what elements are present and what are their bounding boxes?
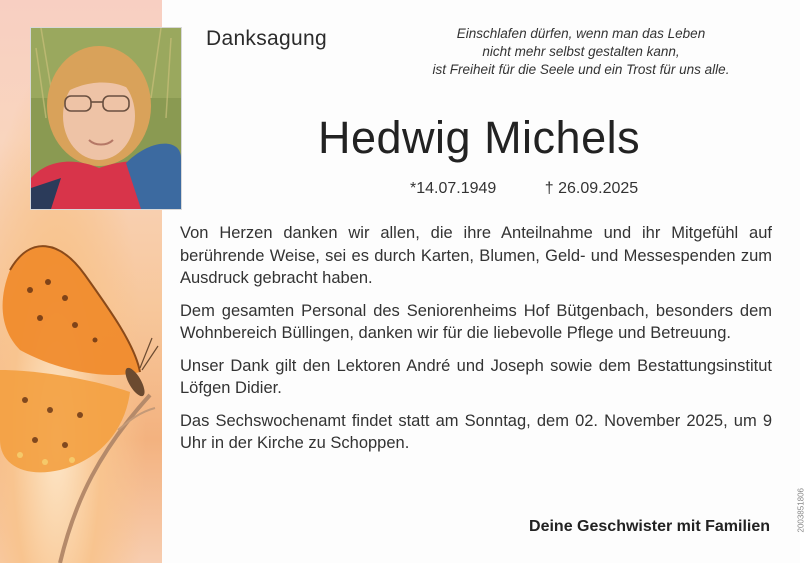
thanks-text (180, 222, 772, 465)
quote-line: ist Freiheit für die Seele und ein Trost für uns alle. (432, 62, 730, 77)
signature: Deine Geschwister mit Familien (529, 518, 770, 535)
paragraph: Das Sechswochenamt findet statt am Sonntag, dem 02. November 2025, um 9 Uhr in der Kirche zu Schoppen. (180, 411, 772, 452)
quote-line: Einschlafen dürfen, wenn man das Leben (456, 26, 706, 41)
paragraph: Dem gesamten Personal des Seniorenheims Hof Bütgenbach, besonders dem Wohnbereich Büllingen, danken wir für die liebevolle Pflege und Betreuung. (180, 301, 772, 342)
portrait-photo (30, 27, 182, 210)
paragraph: Unser Dank gilt den Lektoren André und Joseph sowie dem Bestattungsinstitut Löfgen Didier. (180, 356, 772, 397)
deceased-name: Hedwig Michels (318, 112, 641, 163)
paragraph: Von Herzen danken wir allen, die ihre Anteilnahme und ihr Mitgefühl auf berührende Weise, sei es durch Karten, Blumen, Geld- und Messespenden zum Ausdruck gebracht haben. (180, 224, 772, 287)
quote-line: nicht mehr selbst gestalten kann, (482, 44, 680, 59)
heading: Danksagung (206, 27, 327, 50)
birth-date: *14.07.1949 (410, 180, 497, 197)
death-date: † 26.09.2025 (544, 180, 639, 197)
poem-quote (386, 25, 776, 79)
life-dates (410, 180, 682, 198)
ad-code: 2003851806 (796, 488, 805, 533)
